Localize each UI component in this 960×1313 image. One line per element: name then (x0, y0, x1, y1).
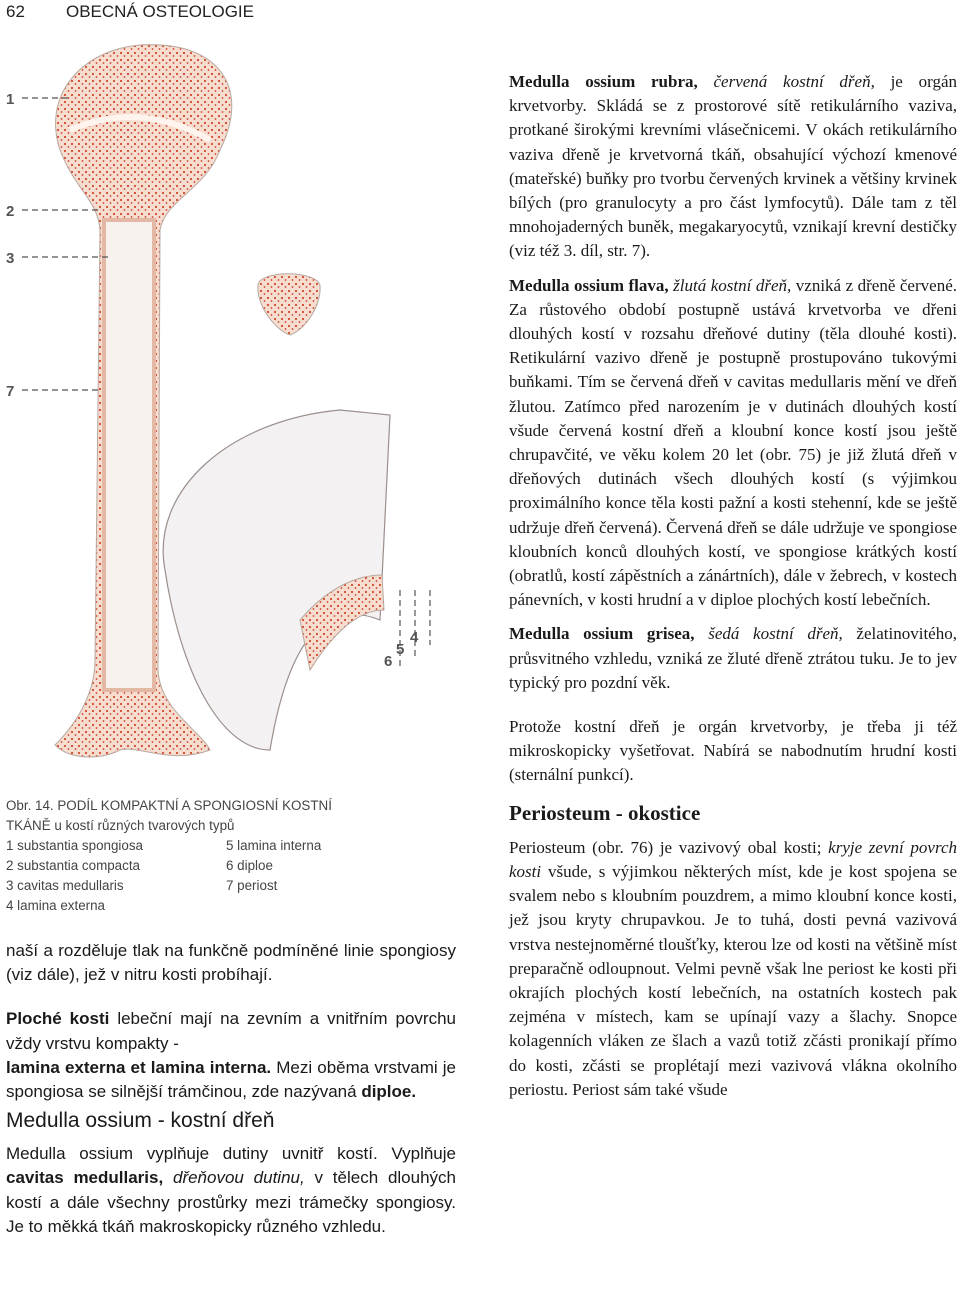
legend-item: 6 diploe (226, 858, 273, 873)
fig-label-7: 7 (6, 383, 15, 400)
fig-label-4: 4 (410, 629, 419, 646)
bone-illustration (0, 30, 470, 790)
legend-item: 7 periost (226, 878, 278, 893)
fig-label-5: 5 (396, 641, 405, 658)
legend-item (226, 896, 376, 916)
flat-bone (163, 410, 430, 750)
legend-item: 2 substantia compacta (6, 858, 140, 873)
paragraph: naší a rozděluje tlak na funkčně podmíněné linie spongiosy (viz dále), jež v nitru kosti probíhají. (6, 941, 456, 985)
fig-label-3: 3 (6, 250, 15, 267)
fig-label-2: 2 (6, 203, 15, 220)
paragraph: Medulla ossium flava, žlutá kostní dřeň, vzniká z dřeně červené. Za růstového období postupně ustává krvetvorba ve dřeni dlouhých kostí v rozsahu dřeňové dutiny (těla dlouhé kosti). Retikulární vazivo dřeně je postupně prostupováno tukovými buňkami. Tím se červená dřeň v cavitas medullaris mění ve dřeň žlutou. Zatímco před narozením je v dutinách dlouhých kostí všude červená kostní dřeň a kloubní konce kostí jsou ještě chrupavčité, ve věku kolem 20 let (obr. 75) je již žlutá dřeň v dřeňových dutinách všech dlouhých kostí (s výjimkou proximálního konce těla kosti pažní a kosti stehenní, kde se ještě udržuje dřeň červená). Červená dřeň se dále udržuje ve spongiose kloubních konců dlouhých kostí, ve spongiose krátkých kostí (obratlů, kostí zápěstních a zánártních), dále v žebrech, v kostech pánevních, v kosti hrudní a v diploe plochých kostí lebečních. (509, 275, 957, 610)
term: diploe. (361, 1082, 417, 1102)
short-bone (258, 274, 320, 335)
legend-item: 3 cavitas medullaris (6, 878, 124, 893)
section-heading: Periosteum - okostice (509, 800, 701, 825)
right-column (509, 70, 957, 1102)
term: Medulla ossium flava, (509, 275, 669, 295)
legend-item: 1 substantia spongiosa (6, 838, 143, 853)
fig-label-6: 6 (384, 653, 393, 670)
section-heading: Medulla ossium - kostní dřeň (6, 1109, 275, 1133)
paragraph: Periosteum (obr. 76) je vazivový obal kosti; kryje zevní povrch kosti všude, s výjimkou některých míst, kde je kost spojena se svalem nebo s kloubním pouzdrem, a mimo kloubní konce kosti, jež jsou kryty chrupavkou. Je to tuhá, dosti pevná vazivová vrstva nestejnoměrné tloušťky, kterou lze od kosti na většině míst preparačně odloupnout. Velmi pevně však lne periost ke kosti při okrajích plochých kostí lebečních, na ostatních kostech pak zejména v místech, kam se upínají vazy a šlachy. Snopce kolagenních vláken ze šlach a vazů totiž zčásti pronikají přímo do kosti, zčásti se proplétají mezi vazivová vlákna okolního periostu. Periost sám také všude (509, 837, 957, 1099)
paragraph: Medulla ossium vyplňuje dutiny uvnitř kostí. Vyplňuje cavitas medullaris, dřeňovou dutinu, v tělech dlouhých kostí a dále všechny prostůrky mezi trámečky spongiosy. Je to měkká tkáň makroskopicky různého vzhledu. (6, 1144, 456, 1236)
page-header (6, 2, 306, 24)
figure-caption (6, 796, 376, 916)
left-column (6, 939, 456, 1239)
running-title: OBECNÁ OSTEOLOGIE (66, 2, 254, 21)
term: Medulla ossium rubra, (509, 72, 698, 91)
term: lamina externa et lamina interna. (6, 1057, 272, 1077)
caption-title: Obr. 14. PODÍL KOMPAKTNÍ A SPONGIOSNÍ KOSTNÍ TKÁNĚ u kostí různých tvarových typů (6, 798, 332, 833)
paragraph: Medulla ossium rubra, červená kostní dřeň, je orgán krvetvorby. Skládá se z prostorové sítě retikulárního vaziva, protkané širokými krevními vlásečnicemi. V okách retikulárního vaziva dřeně je krvetvorná tkáň, obsahující výchozí kmenové (mateřské) buňky pro tvorbu červených krvinek a většiny krvinek bílých (pro granulocyty a pro část lymfocytů). Dále tam z těl mnohojaderných buněk, megakaryocytů, vznikají krevní destičky (viz též 3. díl, str. 7). (509, 72, 957, 261)
legend-item: 4 lamina externa (6, 898, 105, 913)
paragraph: Protože kostní dřeň je orgán krvetvorby, je třeba ji též mikroskopicky vyšetřovat. Nabírá se nabodnutím hrudní kosti (sternální punkcí). (509, 717, 957, 785)
term: Medulla ossium grisea, (509, 624, 695, 644)
fig-label-1: 1 (6, 91, 15, 108)
term: Ploché kosti (6, 1009, 110, 1029)
caption-legend (6, 836, 376, 916)
term: cavitas medullaris, (6, 1168, 164, 1188)
paragraph: Ploché kosti lebeční mají na zevním a vnitřním povrchu vždy vrstvu kompakty - lamina externa et lamina interna. Mezi oběma vrstvami je spongiosa se silnější trámčinou, zde nazývaná diploe. (6, 1009, 457, 1102)
legend-item: 5 lamina interna (226, 838, 322, 853)
page-number: 62 (6, 2, 25, 21)
paragraph: Medulla ossium grisea, šedá kostní dřeň, želatinovitého, průsvitného vzhledu, vzniká ze žluté dřeně ztrátou tuku. Je to jev typický pro pozdní věk. (509, 624, 957, 692)
